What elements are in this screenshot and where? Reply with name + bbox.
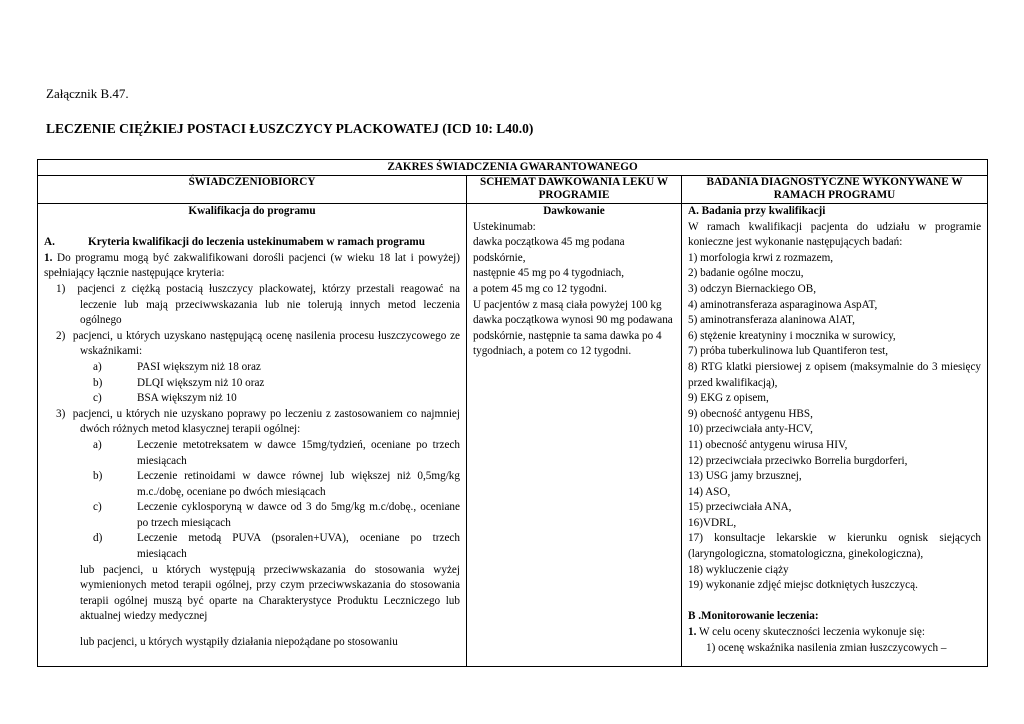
annex-label: Załącznik B.47. (46, 86, 129, 101)
item-letter: b) (93, 470, 103, 483)
document-title: LECZENIE CIĘŻKIEJ POSTACI ŁUSZCZYCY PLACKOWATEJ (ICD 10: L40.0) (46, 121, 534, 136)
section-a-title (44, 235, 460, 251)
test-item: 4) aminotransferaza asparaginowa AspAT, (688, 298, 878, 311)
test-item: 19) wykonanie zdjęć miejsc dotkniętych łuszczycą. (688, 579, 918, 592)
criterion-2-item-c (44, 391, 460, 407)
dosage-line: następnie 45 mg po 4 tygodniach, (473, 267, 625, 280)
section-a-letter: A. (44, 236, 55, 249)
item-text: Leczenie cyklosporyną w dawce od 3 do 5mg/kg m.c/dobę., oceniane po trzech miesiącach (137, 501, 460, 529)
criterion-2-number: 2) (56, 329, 66, 342)
test-item: 9) obecność antygenu HBS, (688, 407, 813, 420)
criterion-1-number: 1) (56, 282, 66, 295)
dosage-line: a potem 45 mg co 12 tygodni. (473, 282, 607, 295)
criterion-3-item-a (44, 438, 460, 469)
criterion-2 (44, 329, 460, 360)
item-text: Leczenie metodą PUVA (psoralen+UVA), oceniane po trzech miesiącach (137, 532, 460, 561)
item-text: Leczenie retinoidami w dawce równej lub większej niż 0,5mg/kg m.c./dobę, oceniane po dwóch miesiącach (137, 470, 460, 498)
test-item: 5) aminotransferaza alaninowa AlAT, (688, 314, 855, 327)
program-table (37, 159, 988, 667)
qualification-heading: Kwalifikacja do programu (188, 205, 316, 217)
item-text: DLQI większym niż 10 oraz (137, 376, 265, 389)
contraindication-note: lub pacjenci, u których występują przeciwwskazania do stosowania wyżej wymienionych metod terapii ogólnej, przy czym przeciwwskazania do stosowania terapii ogólnej muszą być oparte na Charakterystyce Produktu Leczniczego lub aktualnej wiedzy medycznej (80, 563, 460, 623)
dosage-heavy-patients: U pacjentów z masą ciała powyżej 100 kg dawka początkowa wynosi 90 mg podawana podskórnie, następnie ta sama dawka po 4 tygodniach, a potem co 12 tygodni. (473, 298, 673, 358)
item-text: PASI większym niż 18 oraz (137, 360, 261, 373)
col2-header: SCHEMAT DAWKOWANIA LEKU W PROGRAMIE (467, 176, 682, 204)
section-a-heading: A. Badania przy kwalifikacji (688, 205, 826, 217)
item-letter: d) (93, 532, 103, 545)
col3-header: BADANIA DIAGNOSTYCZNE WYKONYWANE W RAMACH PROGRAMU (682, 176, 988, 204)
beneficiaries-cell (38, 204, 467, 667)
test-item: 9) EKG z opisem, (688, 392, 769, 405)
test-item: 10) przeciwciała anty-HCV, (688, 423, 813, 436)
monitoring-number: 1. (688, 626, 697, 639)
item-letter: c) (93, 392, 102, 405)
item-letter: c) (93, 501, 102, 514)
scope-header: ZAKRES ŚWIADCZENIA GWARANTOWANEGO (38, 160, 988, 176)
test-item: 1) morfologia krwi z rozmazem, (688, 251, 834, 264)
diagnostics-cell (682, 204, 988, 667)
criterion-3-number: 3) (56, 407, 66, 420)
col1-header: ŚWIADCZENIOBIORCY (38, 176, 467, 204)
criterion-1-text: pacjenci z ciężką postacią łuszczycy plackowatej, którzy przestali reagować na leczenie lub mają przeciwwskazania lub nie tolerują innych metod leczenia ogólnego (77, 282, 460, 327)
criterion-3-item-b (44, 469, 460, 500)
monitoring-item: 1) ocenę wskaźnika nasilenia zmian łuszczycowych – (706, 641, 947, 654)
criterion-3-item-d (44, 531, 460, 562)
criterion-2-item-a (44, 360, 460, 376)
test-item: 11) obecność antygenu wirusa HIV, (688, 438, 848, 451)
monitoring-intro (688, 625, 981, 641)
criterion-1 (44, 282, 460, 329)
test-item: 8) RTG klatki piersiowej z opisem (maksymalnie do 3 miesięcy przed kwalifikacją), (688, 360, 982, 389)
criterion-3-item-c (44, 500, 460, 531)
test-item: 12) przeciwciała przeciwko Borrelia burgdorferi, (688, 454, 908, 467)
item-letter: a) (93, 438, 102, 451)
dosage-heading: Dawkowanie (543, 205, 605, 217)
item-text: Leczenie metotreksatem w dawce 15mg/tydzień, oceniane po trzech miesiącach (137, 438, 460, 467)
dosage-line: dawka początkowa 45 mg podana podskórnie, (473, 236, 625, 264)
item-text: BSA większym niż 10 (137, 392, 237, 405)
adverse-effects-note: lub pacjenci, u których wystąpiły działania niepożądane po stosowaniu (80, 636, 398, 649)
criteria-intro-text: Do programu mogą być zakwalifikowani dorośli pacjenci (w wieku 18 lat i powyżej) spełniający łącznie następujące kryteria: (44, 251, 460, 280)
criteria-intro (44, 251, 460, 282)
criterion-3-text: pacjenci, u których nie uzyskano poprawy po leczeniu z zastosowaniem co najmniej dwóch różnych metod klasycznej terapii ogólnej: (72, 407, 460, 436)
item-letter: b) (93, 376, 103, 389)
item-letter: a) (93, 360, 102, 373)
criteria-intro-number: 1. (44, 251, 53, 264)
test-item: 17) konsultacje lekarskie w kierunku ognisk siejących (laryngologiczna, stomatologiczna, ginekologiczna), (688, 532, 982, 561)
test-item: 6) stężenie kreatyniny i mocznika w surowicy, (688, 329, 896, 342)
section-b-heading: B .Monitorowanie leczenia: (688, 610, 819, 623)
test-item: 15) przeciwciała ANA, (688, 501, 792, 514)
test-item: 14) ASO, (688, 485, 731, 498)
dosage-cell (467, 204, 682, 667)
criterion-3 (44, 407, 460, 438)
criterion-2-item-b (44, 376, 460, 392)
test-item: 16)VDRL, (688, 516, 737, 529)
criterion-2-text: pacjenci, u których uzyskano następującą ocenę nasilenia procesu łuszczycowego ze wskaźnikami: (72, 329, 460, 358)
test-item: 18) wykluczenie ciąży (688, 563, 789, 576)
section-a-text: Kryteria kwalifikacji do leczenia ustekinumabem w ramach programu (88, 236, 425, 249)
test-item: 3) odczyn Biernackiego OB, (688, 282, 816, 295)
test-item: 13) USG jamy brzusznej, (688, 470, 802, 483)
test-item: 7) próba tuberkulinowa lub Quantiferon test, (688, 345, 889, 358)
monitoring-text: W celu oceny skuteczności leczenia wykonuje się: (699, 626, 925, 639)
qualification-intro: W ramach kwalifikacji pacjenta do udziału w programie konieczne jest wykonanie następujących badań: (688, 220, 982, 249)
dosage-line: Ustekinumab: (473, 220, 536, 233)
test-item: 2) badanie ogólne moczu, (688, 267, 804, 280)
